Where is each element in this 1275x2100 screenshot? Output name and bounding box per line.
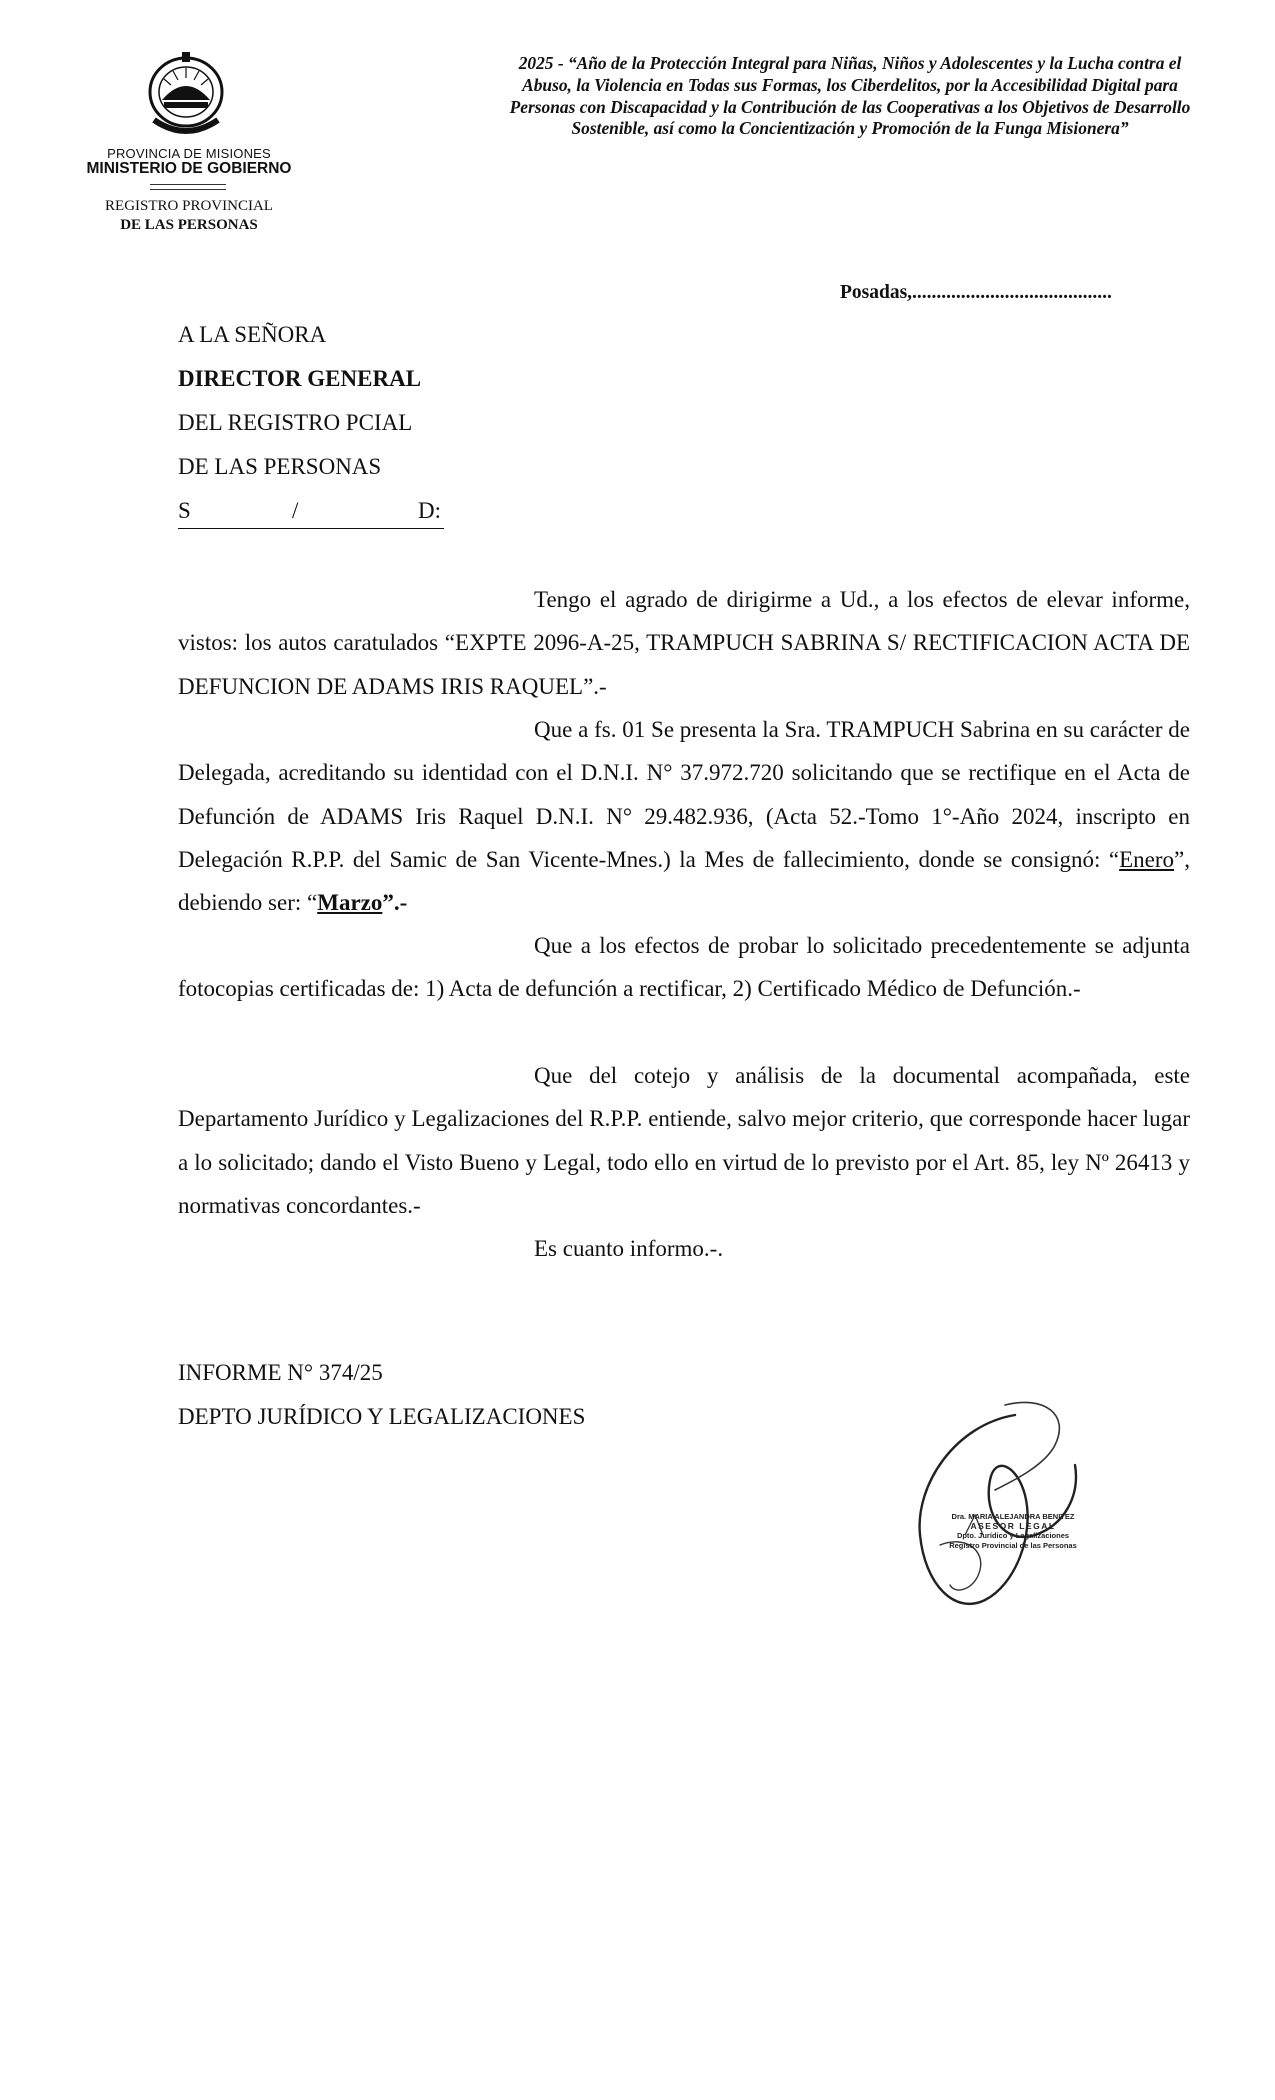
paragraph-intro: Tengo el agrado de dirigirme a Ud., a los efectos de elevar informe, vistos: los autos caratulados “EXPTE 2096-A-25, TRAMPUCH SABRINA S/ RECTIFICACION ACTA DE DEFUNCION DE ADAMS IRIS RAQUEL”.-	[178, 587, 1190, 699]
su-despacho	[178, 498, 444, 529]
header-divider	[150, 189, 226, 190]
place-date: Posadas,.........................................	[840, 282, 1112, 303]
wrong-month: Enero	[1119, 846, 1175, 872]
paragraph-attachments: Que a los efectos de probar lo solicitado precedentemente se adjunta fotocopias certificadas de: 1) Acta de defunción a rectificar, 2) Certificado Médico de Defunción.-	[178, 933, 1190, 1002]
province-name: PROVINCIA DE MISIONES	[107, 146, 271, 161]
year-motto: 2025 - “Año de la Protección Integral para Niñas, Niños y Adolescentes y la Lucha contra el Abuso, la Violencia en Todas sus Formas, los Ciberdelitos, por la Accesibilidad Digital para Personas con Discapacidad y la Contribución de las Cooperativas a los Objetivos de Desarrollo Sostenible, así como la Concientización y Promoción de la Funga Misionera”	[509, 53, 1191, 139]
paragraph-request: Que a fs. 01 Se presenta la Sra. TRAMPUCH Sabrina en su carácter de Delegada, acreditando su identidad con el D.N.I. N° 37.972.720 solicitando que se rectifique en el Acta de Defunción de ADAMS Iris Raquel D.N.I. N° 29.482.936, (Acta 52.-Tomo 1°-Año 2024, inscripto en Delegación R.P.P. del Samic de San Vicente-Mnes.) la Mes de fallecimiento, donde se consignó: “Enero”, debiendo ser: “Marzo”.-	[178, 717, 1190, 916]
stamp-role: ASESOR LEGAL	[970, 1520, 1056, 1531]
addressee-line3: DEL REGISTRO PCIAL	[178, 410, 413, 435]
ministry-name: MINISTERIO DE GOBIERNO	[86, 160, 292, 177]
sd-d: D:	[418, 498, 441, 523]
registry-name-line2: DE LAS PERSONAS	[120, 217, 258, 233]
report-number: INFORME N° 374/25	[178, 1360, 383, 1385]
registry-name-line1: REGISTRO PROVINCIAL	[105, 198, 273, 214]
addressee-line2: DIRECTOR GENERAL	[178, 366, 422, 391]
stamp-name: Dra. MARIA ALEJANDRA BENITEZ	[951, 1512, 1075, 1521]
provincial-seal-icon	[140, 50, 232, 140]
stamp-dept: Dpto. Jurídico y Legalizaciones	[956, 1531, 1070, 1540]
addressee-line1: A LA SEÑORA	[178, 322, 327, 347]
stamp-org: Registro Provincial de las Personas	[949, 1540, 1077, 1550]
paragraph-analysis: Que del cotejo y análisis de la documental acompañada, este Departamento Jurídico y Legalizaciones del R.P.P. entiende, salvo mejor criterio, que corresponde hacer lugar a lo solicitado; dando el Visto Bueno y Legal, todo ello en virtud de lo previsto por el Art. 85, ley Nº 26413 y normativas concordantes.-	[178, 1063, 1190, 1218]
addressee-line4: DE LAS PERSONAS	[178, 454, 382, 479]
correct-month: Marzo	[317, 890, 383, 916]
header-divider	[150, 184, 226, 185]
department-name: DEPTO JURÍDICO Y LEGALIZACIONES	[178, 1404, 586, 1429]
legal-advisor-stamp	[948, 1512, 1078, 1550]
sd-slash: /	[292, 498, 299, 523]
sd-s: S	[178, 498, 191, 523]
paragraph-closing: Es cuanto informo.-.	[534, 1236, 724, 1261]
